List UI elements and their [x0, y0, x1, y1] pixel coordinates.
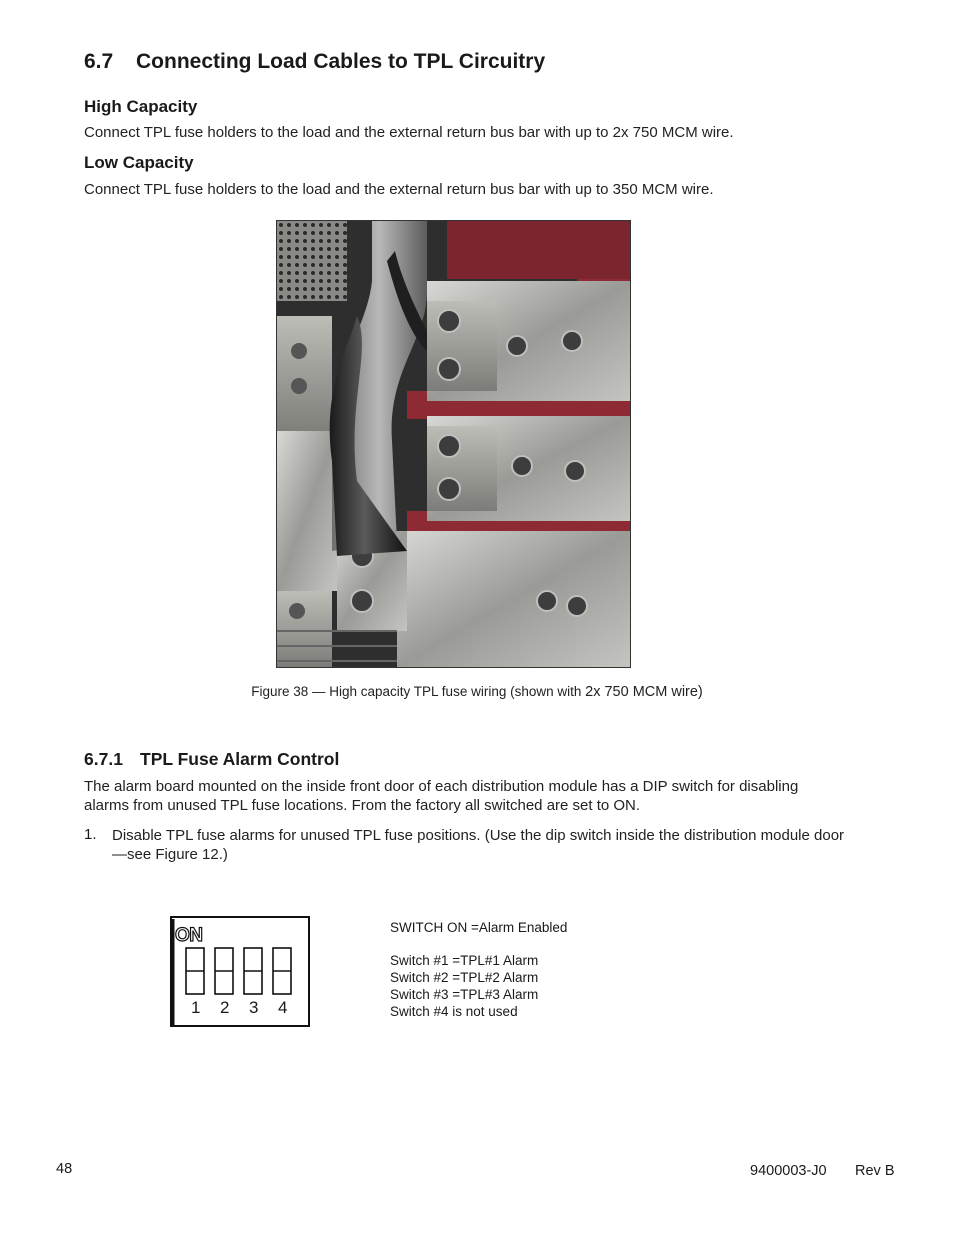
step-number: 1. — [84, 826, 97, 843]
subsection-heading — [84, 749, 339, 770]
fuse-wiring-photo — [276, 220, 631, 668]
subsection-title: TPL Fuse Alarm Control — [140, 749, 340, 769]
low-capacity-heading: Low Capacity — [84, 153, 194, 172]
high-capacity-heading: High Capacity — [84, 97, 198, 116]
figure-caption-main: Figure 38 — High capacity TPL fuse wiring (shown with — [251, 684, 586, 699]
high-capacity-text: Connect TPL fuse holders to the load and the external return bus bar with up to 2x 750 MCM wire. — [84, 124, 734, 141]
dip-switch-number-2: 2 — [220, 998, 230, 1017]
dip-on-label: ON — [175, 925, 203, 946]
doc-id: 9400003-J0 — [750, 1163, 827, 1179]
subsection-number: 6.7.1 — [84, 749, 123, 769]
low-capacity-text: Connect TPL fuse holders to the load and the external return bus bar with up to 350 MCM wire. — [84, 181, 714, 198]
figure-caption — [0, 684, 954, 700]
section-title: Connecting Load Cables to TPL Circuitry — [136, 50, 546, 73]
subsection-text: The alarm board mounted on the inside front door of each distribution module has a DIP switch for disabling alarms from unused TPL fuse locations. From the factory all switched are set to ON. — [84, 778, 799, 814]
step-text: Disable TPL fuse alarms for unused TPL fuse positions. (Use the dip switch inside the distribution module door —see Figure 12.) — [112, 827, 845, 863]
revision: Rev B — [855, 1163, 895, 1179]
legend-line-4: Switch #4 is not used — [390, 1004, 518, 1019]
section-heading — [84, 50, 545, 74]
dip-switch-diagram — [170, 916, 310, 1027]
legend-line-2: Switch #2 =TPL#2 Alarm — [390, 970, 539, 985]
section-number: 6.7 — [84, 50, 114, 73]
figure-caption-tail: 2x 750 MCM wire) — [585, 684, 703, 700]
page-number: 48 — [56, 1161, 73, 1177]
legend-line-3: Switch #3 =TPL#3 Alarm — [390, 987, 539, 1002]
dip-switch-number-3: 3 — [249, 998, 259, 1017]
legend-line-1: Switch #1 =TPL#1 Alarm — [390, 953, 539, 968]
dip-switch-number-1: 1 — [191, 998, 201, 1017]
legend-switch-on: SWITCH ON =Alarm Enabled — [390, 920, 568, 935]
dip-switch-number-4: 4 — [278, 998, 288, 1017]
